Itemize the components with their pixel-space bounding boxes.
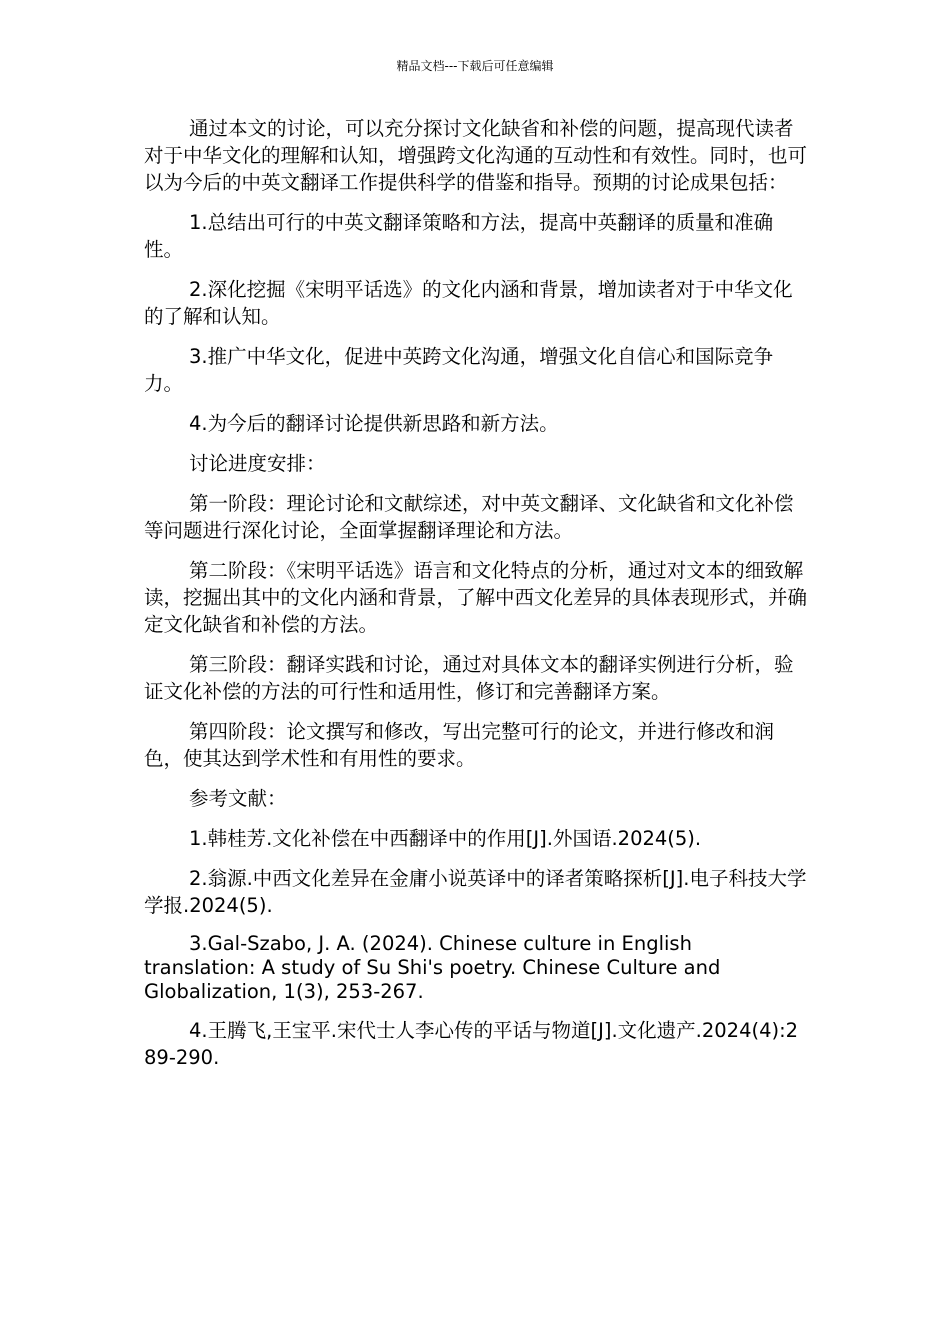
expected-outcome-2: 2.深化挖掘《宋明平话选》的文化内涵和背景，增加读者对于中华文化的了解和认知。	[144, 278, 793, 328]
schedule-heading: 讨论进度安排：	[189, 452, 326, 475]
expected-outcome-3: 3.推广中华文化，促进中英跨文化沟通，增强文化自信心和国际竞争力。	[144, 345, 774, 395]
reference-2: 2.翁源.中西文化差异在金庸小说英译中的译者策略探析[J].电子科技大学学报.2024(5).	[144, 867, 807, 917]
page-header: 精品文档---下载后可任意编辑	[396, 59, 554, 73]
expected-outcome-1: 1.总结出可行的中英文翻译策略和方法，提高中英翻译的质量和准确性。	[144, 211, 774, 261]
reference-3: 3.Gal-Szabo, J. A. (2024). Chinese culture in English translation: A study of Su Shi's poetry. Chinese Culture and Globalization, 1(3), 253-267.	[144, 932, 721, 1003]
reference-4: 4.王腾飞,王宝平.宋代士人李心传的平话与物道[J].文化遗产.2024(4):289-290.	[144, 1019, 799, 1069]
paragraph-intro: 通过本文的讨论，可以充分探讨文化缺省和补偿的问题，提高现代读者对于中华文化的理解和认知，增强跨文化沟通的互动性和有效性。同时，也可以为今后的中英文翻译工作提供科学的借鉴和指导。预期的讨论成果包括：	[144, 117, 808, 194]
schedule-phase-1: 第一阶段：理论讨论和文献综述，对中英文翻译、文化缺省和文化补偿等问题进行深化讨论，全面掌握翻译理论和方法。	[144, 492, 794, 542]
schedule-phase-2: 第二阶段：《宋明平话选》语言和文化特点的分析，通过对文本的细致解读，挖掘出其中的文化内涵和背景，了解中西文化差异的具体表现形式，并确定文化缺省和补偿的方法。	[144, 559, 808, 636]
schedule-phase-3: 第三阶段：翻译实践和讨论，通过对具体文本的翻译实例进行分析，验证文化补偿的方法的可行性和适用性，修订和完善翻译方案。	[144, 653, 794, 703]
schedule-phase-4: 第四阶段：论文撰写和修改，写出完整可行的论文，并进行修改和润色，使其达到学术性和有用性的要求。	[144, 720, 775, 770]
expected-outcome-4: 4.为今后的翻译讨论提供新思路和新方法。	[189, 412, 559, 435]
reference-1: 1.韩桂芳.文化补偿在中西翻译中的作用[J].外国语.2024(5).	[189, 827, 702, 850]
references-heading: 参考文献：	[189, 787, 287, 810]
document-body	[144, 115, 808, 1084]
